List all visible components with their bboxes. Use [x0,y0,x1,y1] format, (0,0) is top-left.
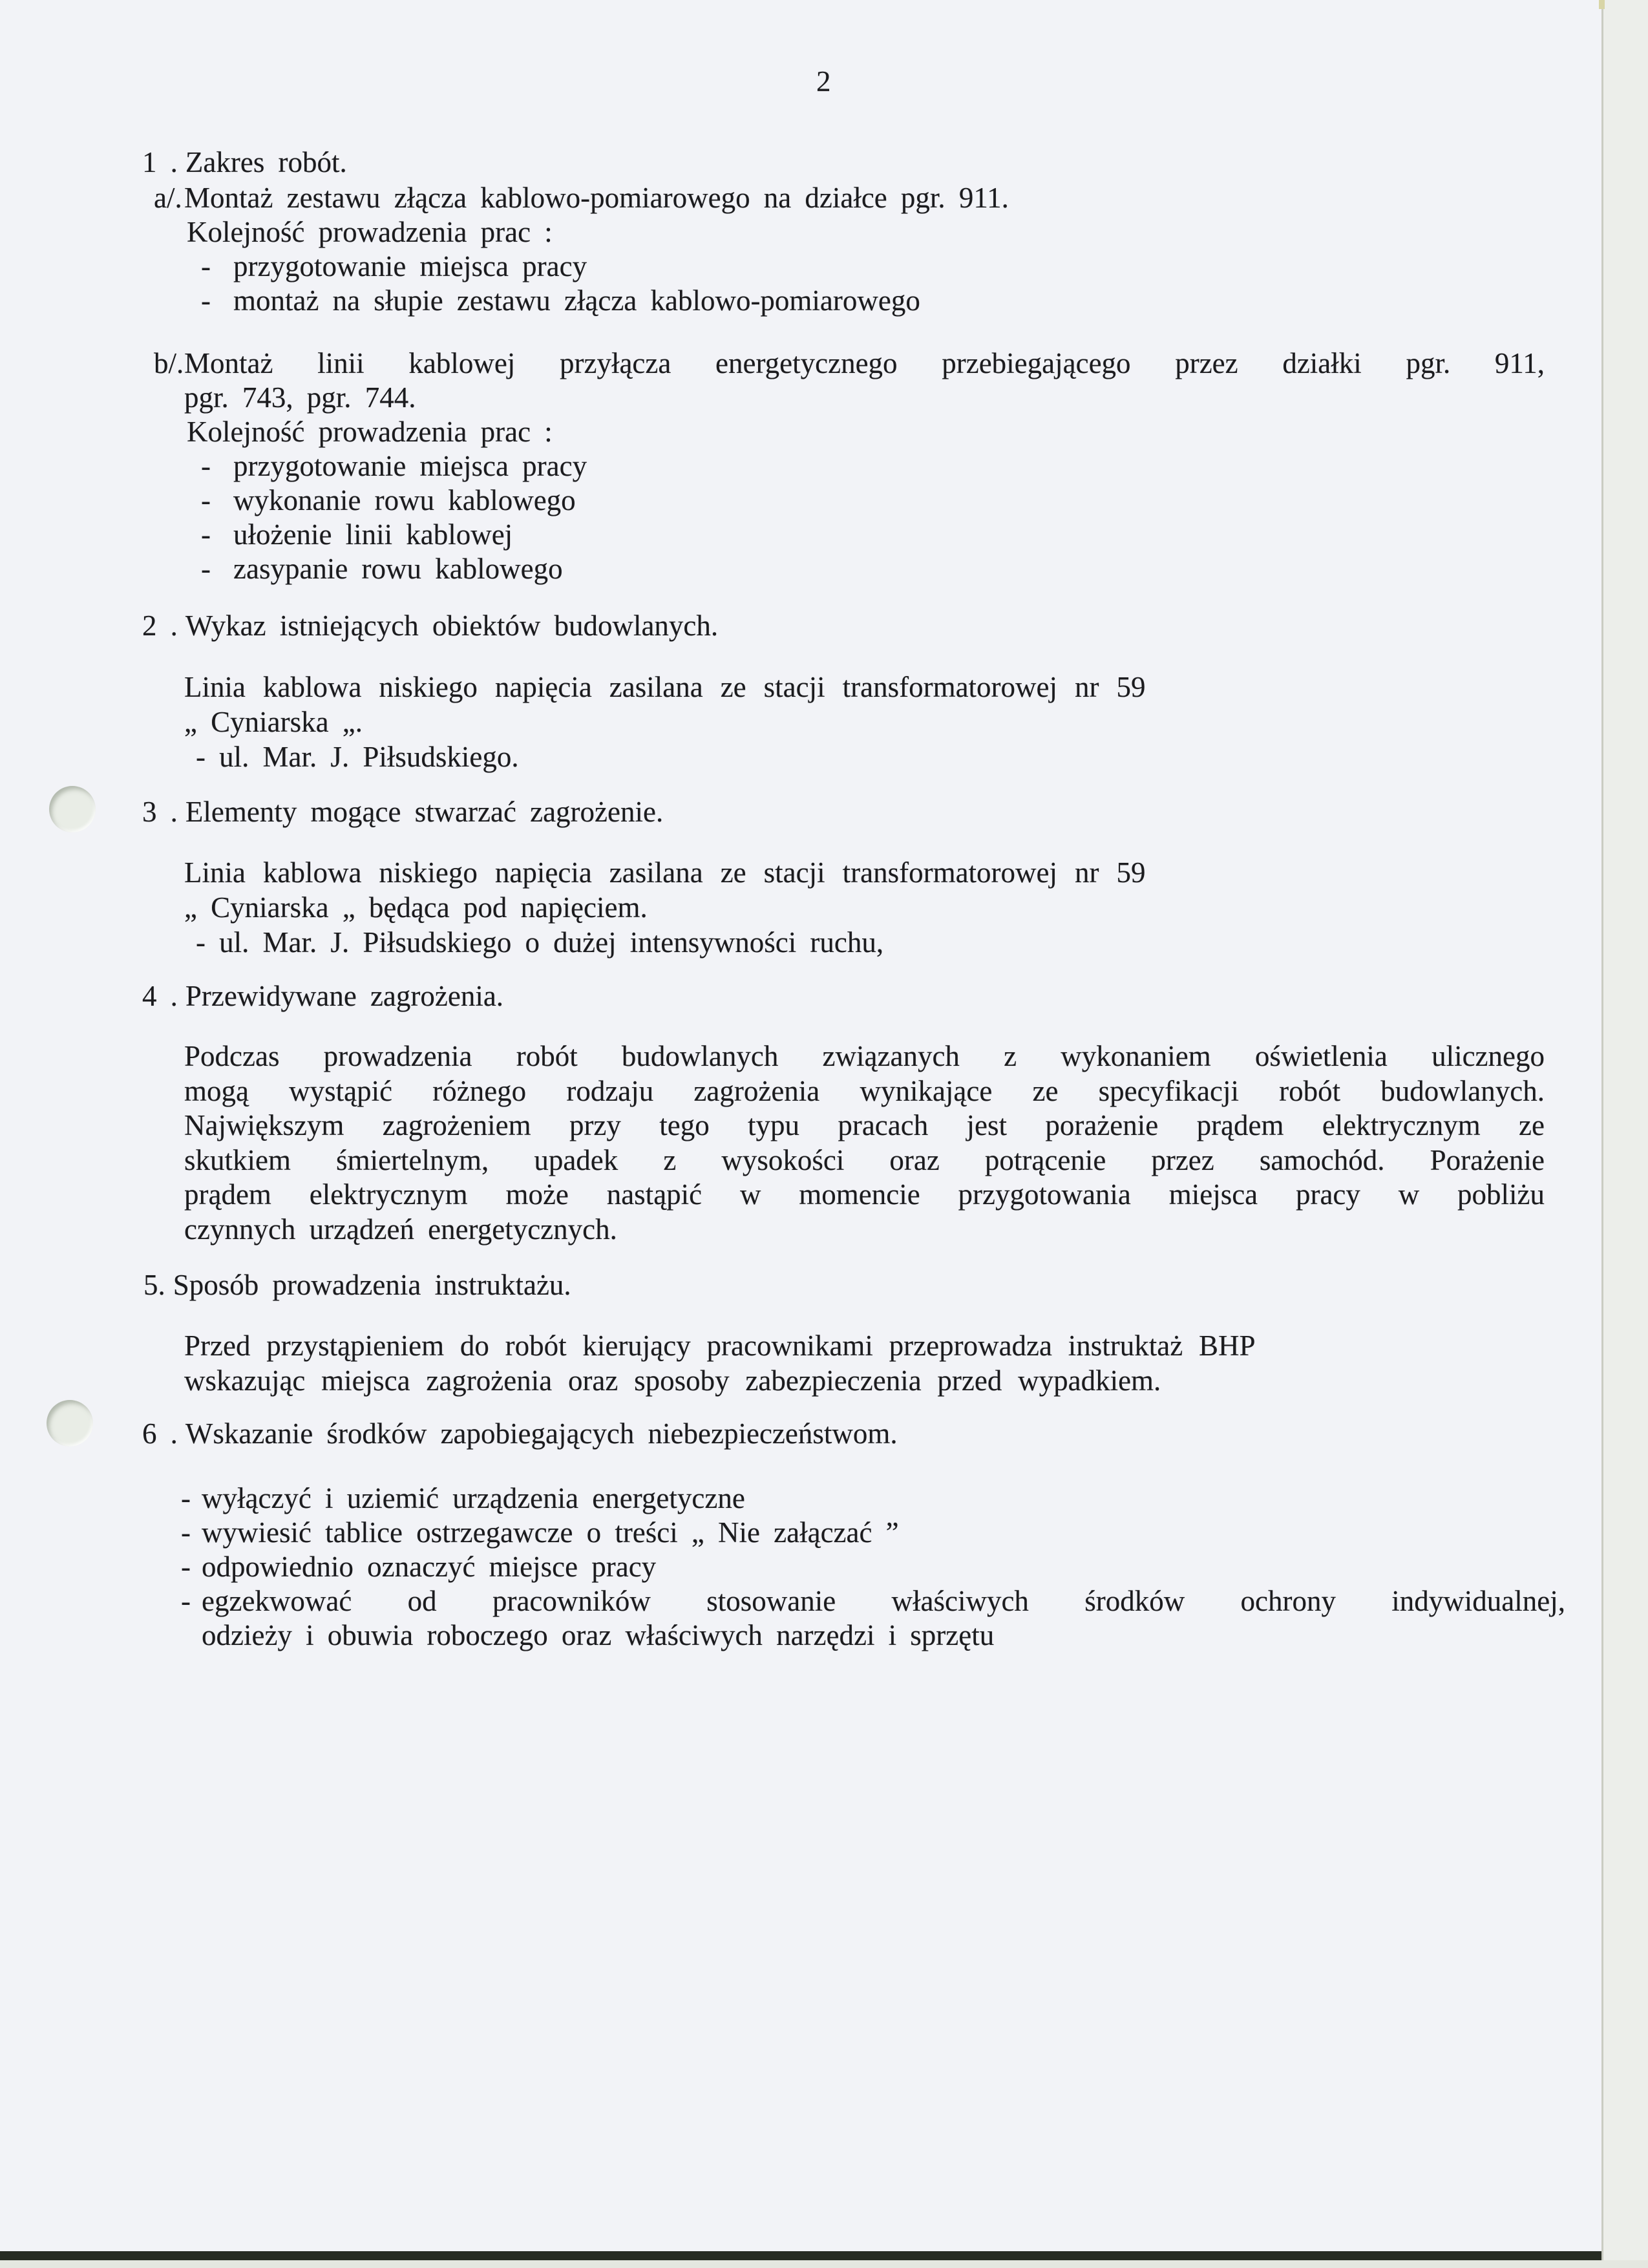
section-1b [154,346,1545,586]
section-4-heading [142,979,503,1013]
list-item-text: zasypanie rowu kablowego [233,553,563,585]
section-6-heading [142,1417,898,1451]
body-line: Linia kablowa niskiego napięcia zasilana ze stacji transformatorowej nr 59 [184,856,1146,889]
bullet-dash: - [201,553,211,585]
bullet-dash: - [201,284,211,317]
list-item-text: wykonanie rowu kablowego [233,484,576,516]
list-item [201,449,1545,483]
paragraph-line: wskazując miejsca zagrożenia oraz sposoby zabezpieczenia przed wypadkiem. [184,1364,1161,1397]
list-item [201,518,1545,552]
paragraph-line: Przed przystąpieniem do robót kierujący pracownikami przeprowadza instruktaż BHP [184,1330,1256,1362]
section-6-body [181,1481,1570,1653]
paragraph-line: Największym zagrożeniem przy tego typu pracach jest porażenie prądem elektrycznym ze [184,1109,1545,1141]
body-line: „ Cyniarska „ będąca pod napięciem. [184,891,648,924]
prevention-measures-list [181,1481,1570,1653]
section-number: 1 . [142,146,178,178]
body-line: Linia kablowa niskiego napięcia zasilana ze stacji transformatorowej nr 59 [184,671,1146,703]
section-1a [154,181,1545,318]
list-item-text: egzekwować od pracowników stosowanie właściwych środków ochrony indywidualnej, [202,1585,1565,1617]
section-2-heading [142,609,718,643]
bullet-dash: - [201,450,211,482]
bullet-dash: - [201,518,211,551]
list-item-text: przygotowanie miejsca pracy [233,450,587,482]
section-5-paragraph [184,1328,1545,1398]
scanner-background-strip [0,2260,1648,2268]
list-item [201,284,1545,318]
section-1-heading [142,145,347,180]
bullet-dash: - [201,484,211,516]
paragraph-line: skutkiem śmiertelnym, upadek z wysokości oraz potrącenie przez samochód. Porażenie [184,1143,1545,1176]
list-item-text: wywiesić tablice ostrzegawcze o treści „ Nie załączać ” [202,1516,899,1549]
page-bottom-shadow [0,2251,1601,2260]
section-number: 5. [143,1269,165,1301]
work-steps-list [184,449,1545,586]
section-4-paragraph [184,1039,1545,1247]
page-number: 2 [816,65,831,98]
paragraph-line: Podczas prowadzenia robót budowlanych związanych z wykonaniem oświetlenia ulicznego [184,1040,1545,1072]
subsection-label: a/. [154,182,182,214]
list-item-text-continued: odzieży i obuwia roboczego oraz właściwych narzędzi i sprzętu [202,1619,995,1651]
paragraph-line: prądem elektrycznym może nastąpić w momencie przygotowania miejsca pracy w pobliżu [184,1178,1545,1211]
section-title: Sposób prowadzenia instruktażu. [173,1269,571,1301]
subsection-text: Montaż linii kablowej przyłącza energetycznego przebiegającego przez działki pgr. 911, [184,347,1545,379]
scan-edge-tick [1599,0,1605,9]
section-title: Elementy mogące stwarzać zagrożenie. [185,796,664,828]
body-line: - ul. Mar. J. Piłsudskiego o dużej intensywności ruchu, [196,926,884,959]
list-item [181,1584,1570,1653]
section-title: Zakres robót. [185,146,347,178]
list-item-text: ułożenie linii kablowej [233,518,513,551]
paragraph-line: czynnych urządzeń energetycznych. [184,1213,617,1245]
list-item-text: montaż na słupie zestawu złącza kablowo-pomiarowego [233,284,920,317]
bullet-dash: - [181,1482,191,1514]
punch-hole-top [49,786,96,832]
list-item [201,249,1545,284]
subsection-content [184,181,1545,318]
work-steps-list [184,249,1545,318]
section-2-body [184,670,1464,774]
subsection-text: Montaż zestawu złącza kablowo-pomiarowego na działce pgr. 911. [184,182,1009,214]
section-3-heading [142,795,663,829]
list-item [201,552,1545,586]
section-5-heading [143,1268,571,1302]
list-intro: Kolejność prowadzenia prac : [187,216,553,248]
section-number: 6 . [142,1417,178,1450]
section-3-body [184,855,1464,960]
subsection-label: b/. [154,347,184,379]
paragraph-line: mogą wystąpić różnego rodzaju zagrożenia wynikające ze specyfikacji robót budowlanych. [184,1074,1545,1107]
list-item-text: wyłączyć i uziemić urządzenia energetyczne [202,1482,745,1514]
list-intro: Kolejność prowadzenia prac : [187,416,553,448]
list-item [181,1550,1570,1584]
bullet-dash: - [181,1585,191,1617]
body-line: „ Cyniarska „. [184,706,363,738]
list-item [181,1481,1570,1516]
body-line: - ul. Mar. J. Piłsudskiego. [196,741,519,773]
section-title: Przewidywane zagrożenia. [185,980,504,1012]
subsection-content [184,346,1545,586]
list-item-text: przygotowanie miejsca pracy [233,250,587,282]
bullet-dash: - [181,1551,191,1583]
list-item-text-wrap [202,1584,1570,1653]
section-number: 2 . [142,609,178,642]
punch-hole-bottom [47,1400,93,1447]
list-item-text: odpowiednio oznaczyć miejsce pracy [202,1551,657,1583]
section-title: Wskazanie środków zapobiegających niebezpieczeństwom. [185,1417,898,1450]
bullet-dash: - [181,1516,191,1549]
subsection-text-continued: pgr. 743, pgr. 744. [184,381,416,414]
section-title: Wykaz istniejących obiektów budowlanych. [185,609,719,642]
section-number: 4 . [142,980,178,1012]
list-item [201,483,1545,518]
list-item [181,1516,1570,1550]
bullet-dash: - [201,250,211,282]
scan-edge-band [1601,0,1648,2268]
section-number: 3 . [142,796,178,828]
